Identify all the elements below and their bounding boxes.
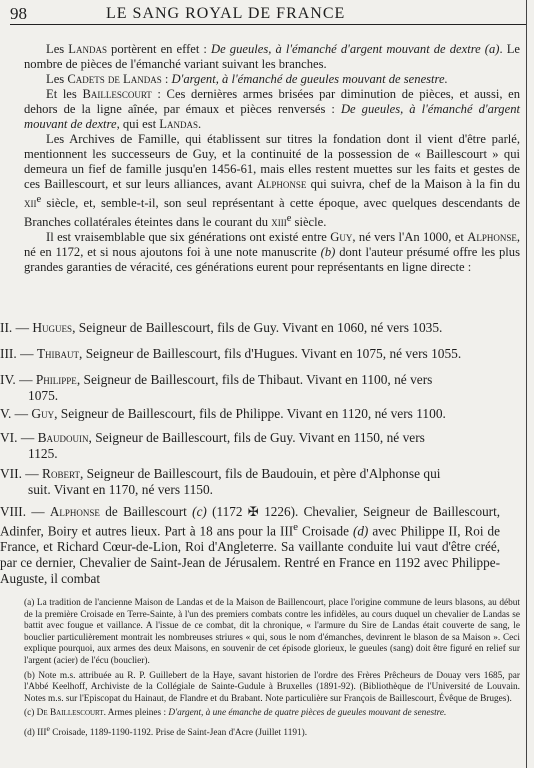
paragraph-six-generations: Il est vraisemblable que six générations ont existé entre Guy, né vers l'An 1000, et Alphonse, né en 1172, et si nous ajoutons foi à une note manuscrite (b) dont l'auteur présumé offre les plus grandes garanties de véracité, ces générations eurent pour représentants en ligne directe : [24, 230, 521, 275]
generation-entry-iii: III. — Thibaut, Seigneur de Baillescourt, fils d'Hugues. Vivant en 1075, né vers 1055. [0, 346, 462, 361]
page-number: 98 [10, 4, 27, 23]
paragraph-family-archives: Les Archives de Famille, qui établissent sur titres la fondation dont il vient d'être parlé, mentionnent les successeurs de Guy, et la continuité de la possession de « Baillescourt » qui demeura un fief de famille jusqu'en 1456-61, mais elles restent muettes sur les faits et gestes de ces Baillescourt, et sur leurs alliances, avant Alphonse qui suivra, chef de la Maison à la fin du xii$^e$ siècle, et, semble-t-il, son seul représentant à cette époque, avec quelques descendants de Branches collatérales éteintes dans le courant du xiii$^e$ siècle. [24, 132, 520, 230]
footnote-d: (d) IIIe Croisade, 1189-1190-1192. Prise de Saint-Jean d'Acre (Juillet 1191). [24, 723, 308, 739]
generation-entry-iv: IV. — Philippe, Seigneur de Baillescourt, fils de Thibaut. Vivant en 1100, né vers 1075. [0, 372, 433, 403]
generation-entry-viii: VIII. — Alphonse de Baillescourt (c) (1172 ✠ 1226). Chevalier, Seigneur de Baillescourt, Adinfer, Boiry et autres lieux. Part à 18 ans pour la IIIe Croisade (d) avec Philippe II, Roi de France, et Richard Cœur-de-Lion, Roi d'Angleterre. Sa vaillante conduite lui vaut d'être créé, par ce dernier, Chevalier de Saint-Jean de Jérusalem. Rentré en France en 1192 avec Philippe-Auguste, il combat [0, 504, 501, 586]
running-title: LE SANG ROYAL DE FRANCE [106, 5, 346, 22]
page-header [10, 4, 526, 26]
page-edge-line [526, 0, 527, 768]
paragraph-landas-arms: Les Landas portèrent en effet : De gueules, à l'émanché d'argent mouvant de dextre (a). Le nombre de pièces de l'émanché variant suivant les branches. [24, 42, 520, 71]
generation-entry-v: V. — Guy, Seigneur de Baillescourt, fils de Philippe. Vivant en 1120, né vers 1100. [0, 406, 446, 421]
generation-entry-vii: VII. — Robert, Seigneur de Baillescourt, fils de Baudouin, et père d'Alphonse qui suit. Vivant en 1170, né vers 1150. [0, 466, 441, 497]
paragraph-cadets-arms: Les Cadets de Landas : D'argent, à l'émanché de gueules mouvant de senestre. [46, 72, 448, 86]
footnote-b: (b) Note m.s. attribuée au R. P. Guillebert de la Haye, savant historien de l'ordre des Frères Prêcheurs de Douay vers 1685, par l'Abbé Keelhoff, Archiviste de la Collégiale de Sainte-Gudule à Bruxelles (1891-92). (Bibliothèque de l'Université de Louvain. Notes m.s. sur l'Episcopat du Hainaut, de Flandre et du Brabant. Note particulière sur François de Baillescourt, Évêque de Bruges). [24, 670, 520, 704]
paragraph-baillescourt-arms: Et les Baillescourt : Ces dernières armes brisées par diminution de pièces, et aussi, en dehors de la ligne aînée, par émaux et pièces renversés : De gueules, à l'émanché d'argent mouvant de dextre, qui est Landas. [24, 87, 521, 131]
footnotes [24, 598, 520, 743]
body-text [24, 42, 520, 275]
generation-entry-vi: VI. — Baudouin, Seigneur de Baillescourt, fils de Guy. Vivant en 1150, né vers 1125. [0, 430, 425, 461]
footnote-a: (a) La tradition de l'ancienne Maison de Landas et de la Maison de Baillencourt, place l'origine commune de leurs blasons, au début de la première Croisade en Terre-Sainte, à l'un des premiers combats contre les infidèles, au cours duquel un chevalier de Landas se battit avec fougue et vaillance. A l'issue de ce combat, dit la chronique, « l'armure du Sire de Landas était couverte de sang, le bouclier particulièrement montrait les nombreuses striures « qui, sous le nom d'émanches, devinrent le blason de sa Maison ». Ceci explique pourquoi, aux armes des deux Maisons, en souvenir de cet épisode glorieux, le gueules (sang) doit être figuré en relief sur l'argent (acier) de l'écu (bouclier). [24, 598, 520, 666]
footnote-c: (c) De Baillescourt. Armes pleines : D'argent, à une émanche de quatre pièces de gueules mouvant de senestre. [24, 708, 447, 719]
generation-entry-ii: II. — Hugues, Seigneur de Baillescourt, fils de Guy. Vivant en 1060, né vers 1035. [0, 320, 443, 335]
header-rule [10, 24, 526, 25]
